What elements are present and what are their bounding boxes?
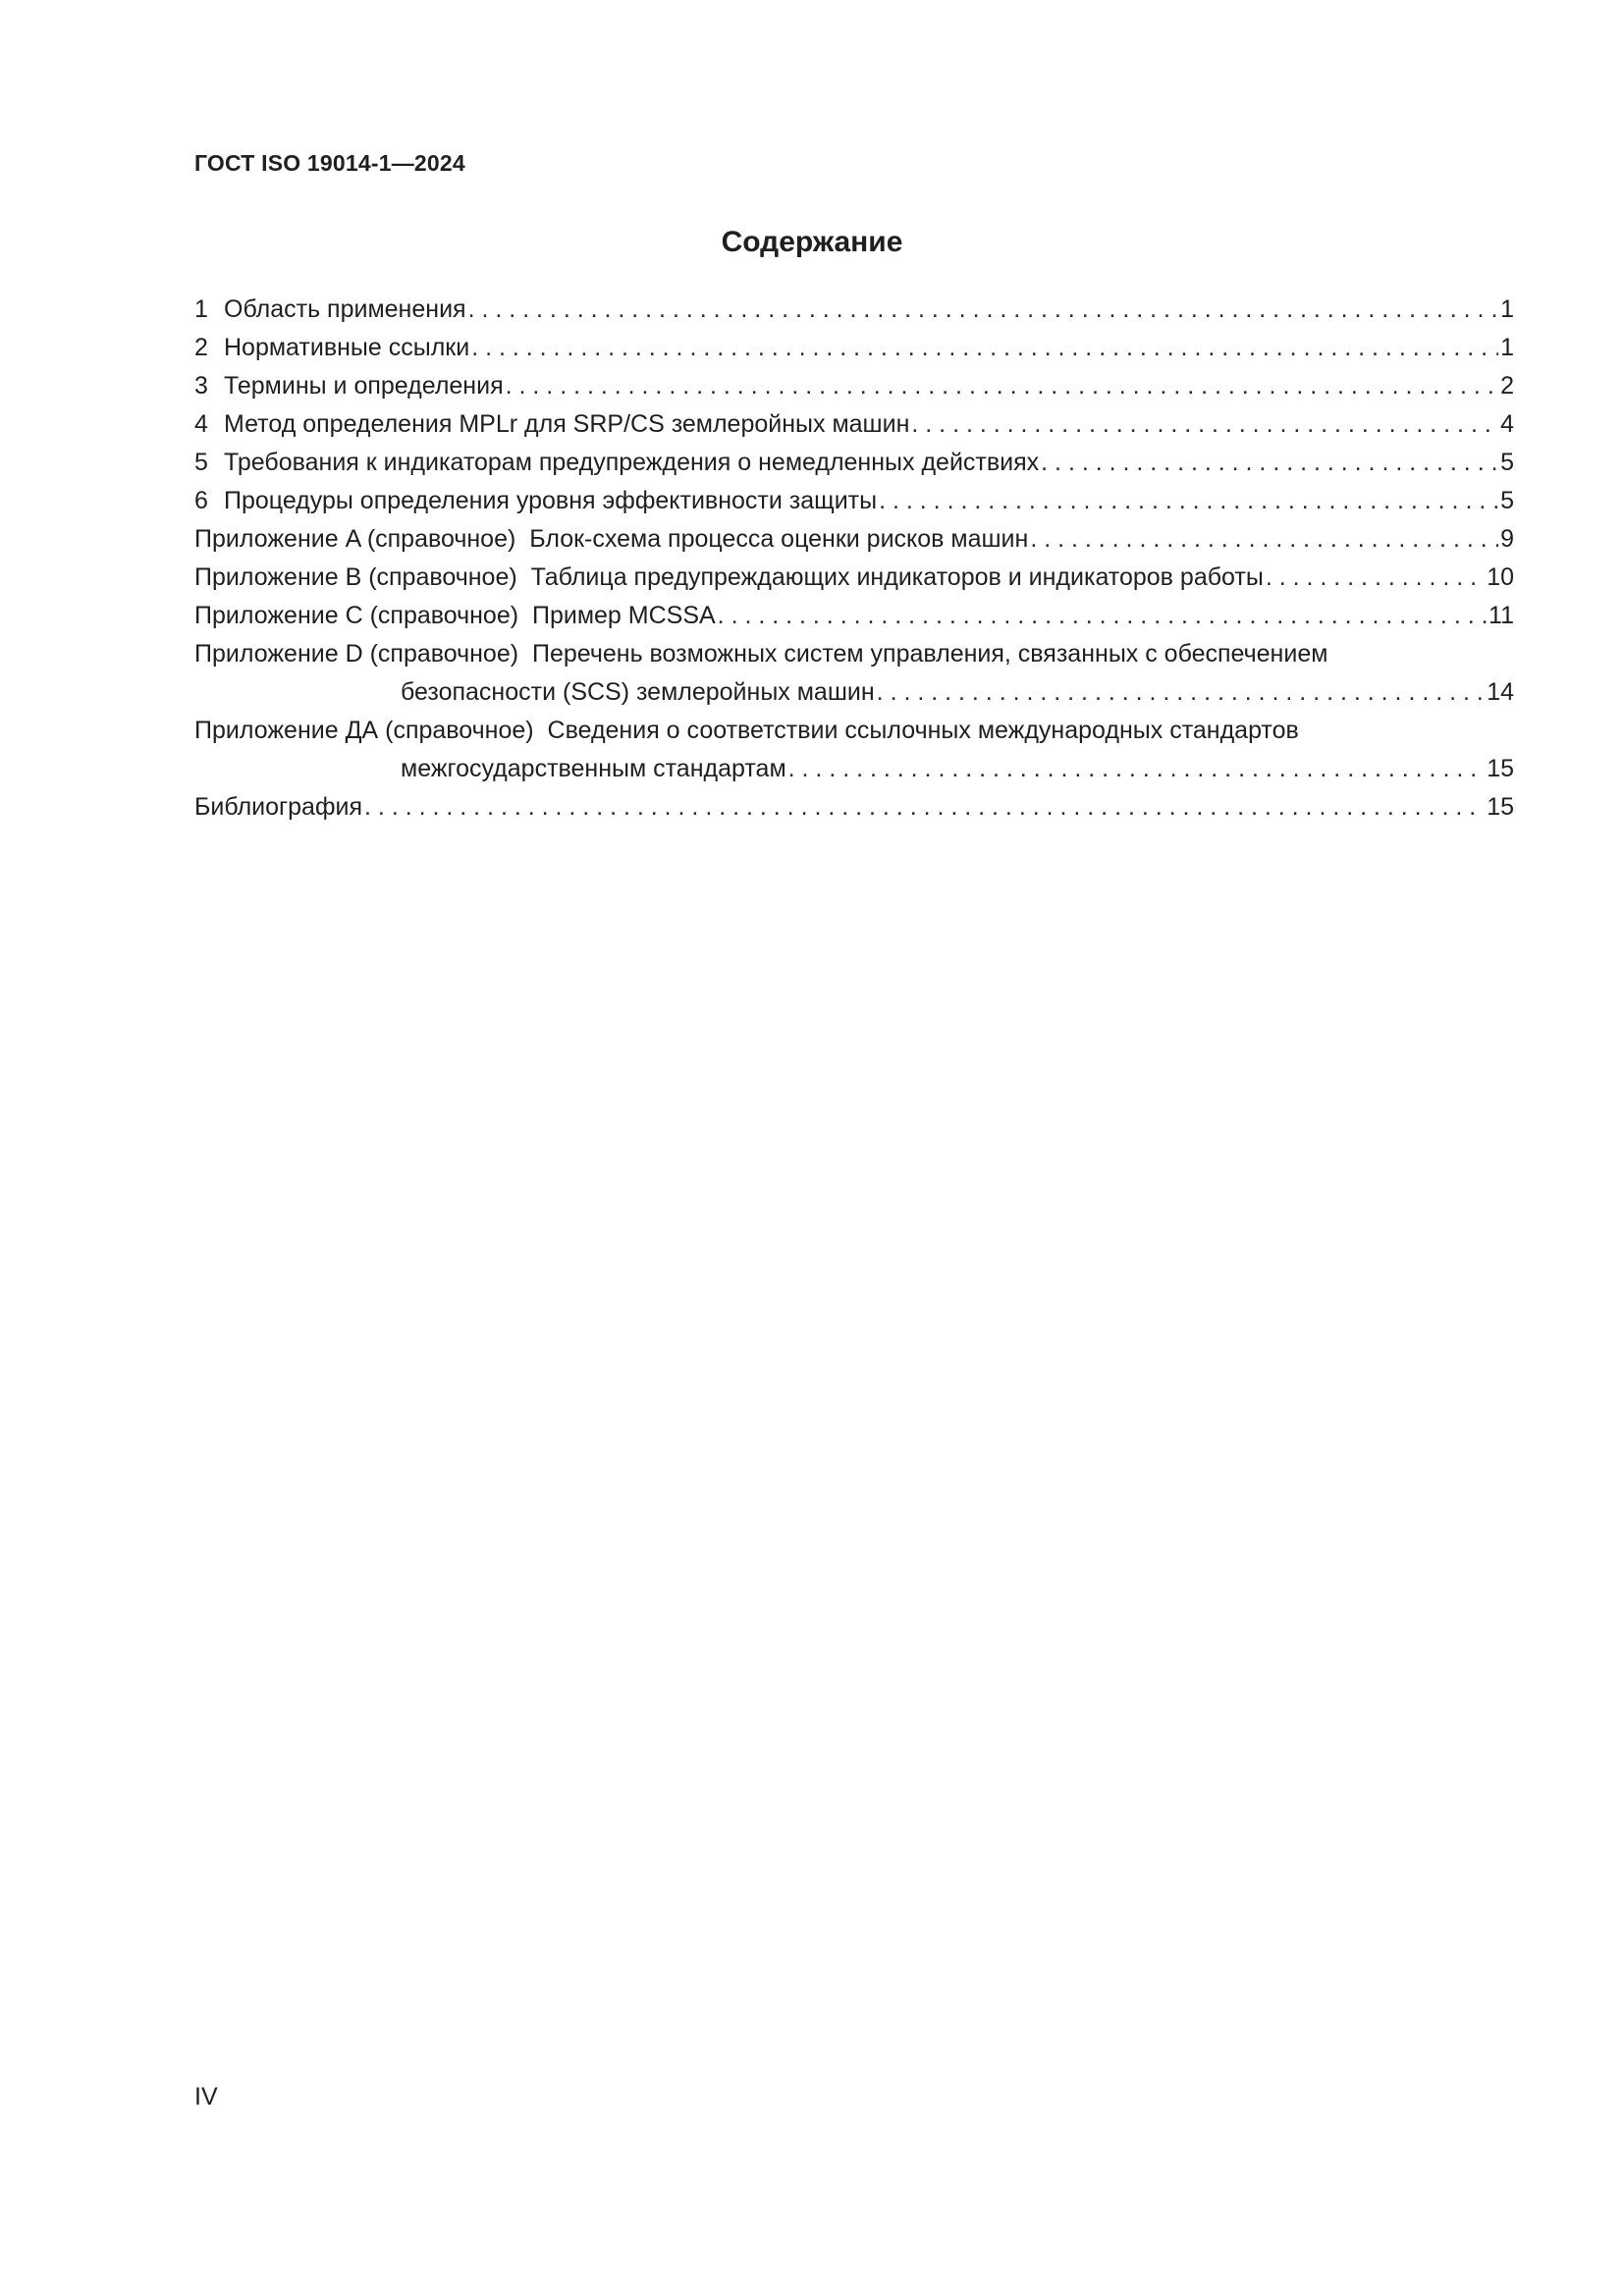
toc-entry-label: Приложение B (справочное) Таблица предупреждающих индикаторов и индикаторов работы bbox=[194, 563, 1264, 591]
toc-entry-label: 2 Нормативные ссылки bbox=[194, 334, 470, 361]
toc-entry-label: 5 Требования к индикаторам предупреждения о немедленных действиях bbox=[194, 449, 1040, 476]
toc-entry-label: Приложение ДА (справочное) Сведения о соответствии ссылочных международных стандартов bbox=[194, 717, 1299, 744]
toc-appendix-b[interactable] bbox=[194, 559, 1514, 597]
dot-leader bbox=[1030, 520, 1498, 559]
toc-entry-label: 6 Процедуры определения уровня эффективности защиты bbox=[194, 487, 878, 514]
toc-page-number: 14 bbox=[1487, 678, 1514, 706]
dot-leader bbox=[911, 405, 1498, 444]
toc-entry-5[interactable] bbox=[194, 444, 1514, 482]
toc-appendix-d-line1[interactable] bbox=[194, 635, 1514, 673]
toc-entry-3[interactable] bbox=[194, 367, 1514, 405]
dot-leader bbox=[718, 597, 1487, 635]
toc-page-number: 9 bbox=[1500, 525, 1514, 553]
dot-leader bbox=[471, 329, 1498, 367]
toc-entry-4[interactable] bbox=[194, 405, 1514, 444]
toc-bibliography[interactable] bbox=[194, 788, 1514, 827]
dot-leader bbox=[1041, 444, 1498, 482]
toc-entry-label: Приложение A (справочное) Блок-схема процесса оценки рисков машин bbox=[194, 525, 1029, 553]
page-number: IV bbox=[194, 2083, 218, 2110]
page-title: Содержание bbox=[721, 226, 903, 258]
dot-leader bbox=[788, 750, 1486, 788]
table-of-contents bbox=[194, 291, 1514, 827]
dot-leader bbox=[468, 291, 1499, 329]
toc-page-number: 2 bbox=[1500, 372, 1514, 400]
toc-entry-label: Библиография bbox=[194, 793, 363, 821]
toc-page-number: 1 bbox=[1500, 334, 1514, 361]
toc-entry-1[interactable] bbox=[194, 291, 1514, 329]
toc-entry-label: 3 Термины и определения bbox=[194, 372, 504, 400]
toc-entry-label: Приложение C (справочное) Пример MCSSA bbox=[194, 602, 716, 629]
toc-entry-label: 4 Метод определения MPLr для SRP/CS землеройных машин bbox=[194, 410, 910, 438]
dot-leader bbox=[1266, 559, 1485, 597]
toc-page-number: 5 bbox=[1500, 487, 1514, 514]
toc-entry-label: Приложение D (справочное) Перечень возможных систем управления, связанных с обеспечением bbox=[194, 640, 1328, 667]
toc-entry-6[interactable] bbox=[194, 482, 1514, 520]
toc-page-number: 4 bbox=[1500, 410, 1514, 438]
toc-entry-label-continued: безопасности (SCS) землеройных машин bbox=[401, 678, 875, 706]
toc-appendix-a[interactable] bbox=[194, 520, 1514, 559]
toc-entry-label: 1 Область применения bbox=[194, 295, 466, 323]
toc-page-number: 10 bbox=[1487, 563, 1514, 591]
toc-page-number: 15 bbox=[1487, 793, 1514, 821]
toc-page-number: 5 bbox=[1500, 449, 1514, 476]
toc-appendix-da-line1[interactable] bbox=[194, 712, 1514, 750]
dot-leader bbox=[364, 788, 1485, 827]
toc-appendix-d-line2[interactable] bbox=[194, 673, 1514, 712]
dot-leader bbox=[877, 673, 1486, 712]
dot-leader bbox=[506, 367, 1498, 405]
toc-appendix-c[interactable] bbox=[194, 597, 1514, 635]
toc-page-number: 1 bbox=[1500, 295, 1514, 323]
toc-appendix-da-line2[interactable] bbox=[194, 750, 1514, 788]
toc-entry-label-continued: межгосударственным стандартам bbox=[401, 755, 786, 782]
toc-page-number: 11 bbox=[1489, 602, 1514, 629]
dot-leader bbox=[879, 482, 1498, 520]
document-designation: ГОСТ ISO 19014-1—2024 bbox=[194, 150, 465, 176]
toc-page-number: 15 bbox=[1487, 755, 1514, 782]
toc-entry-2[interactable] bbox=[194, 329, 1514, 367]
